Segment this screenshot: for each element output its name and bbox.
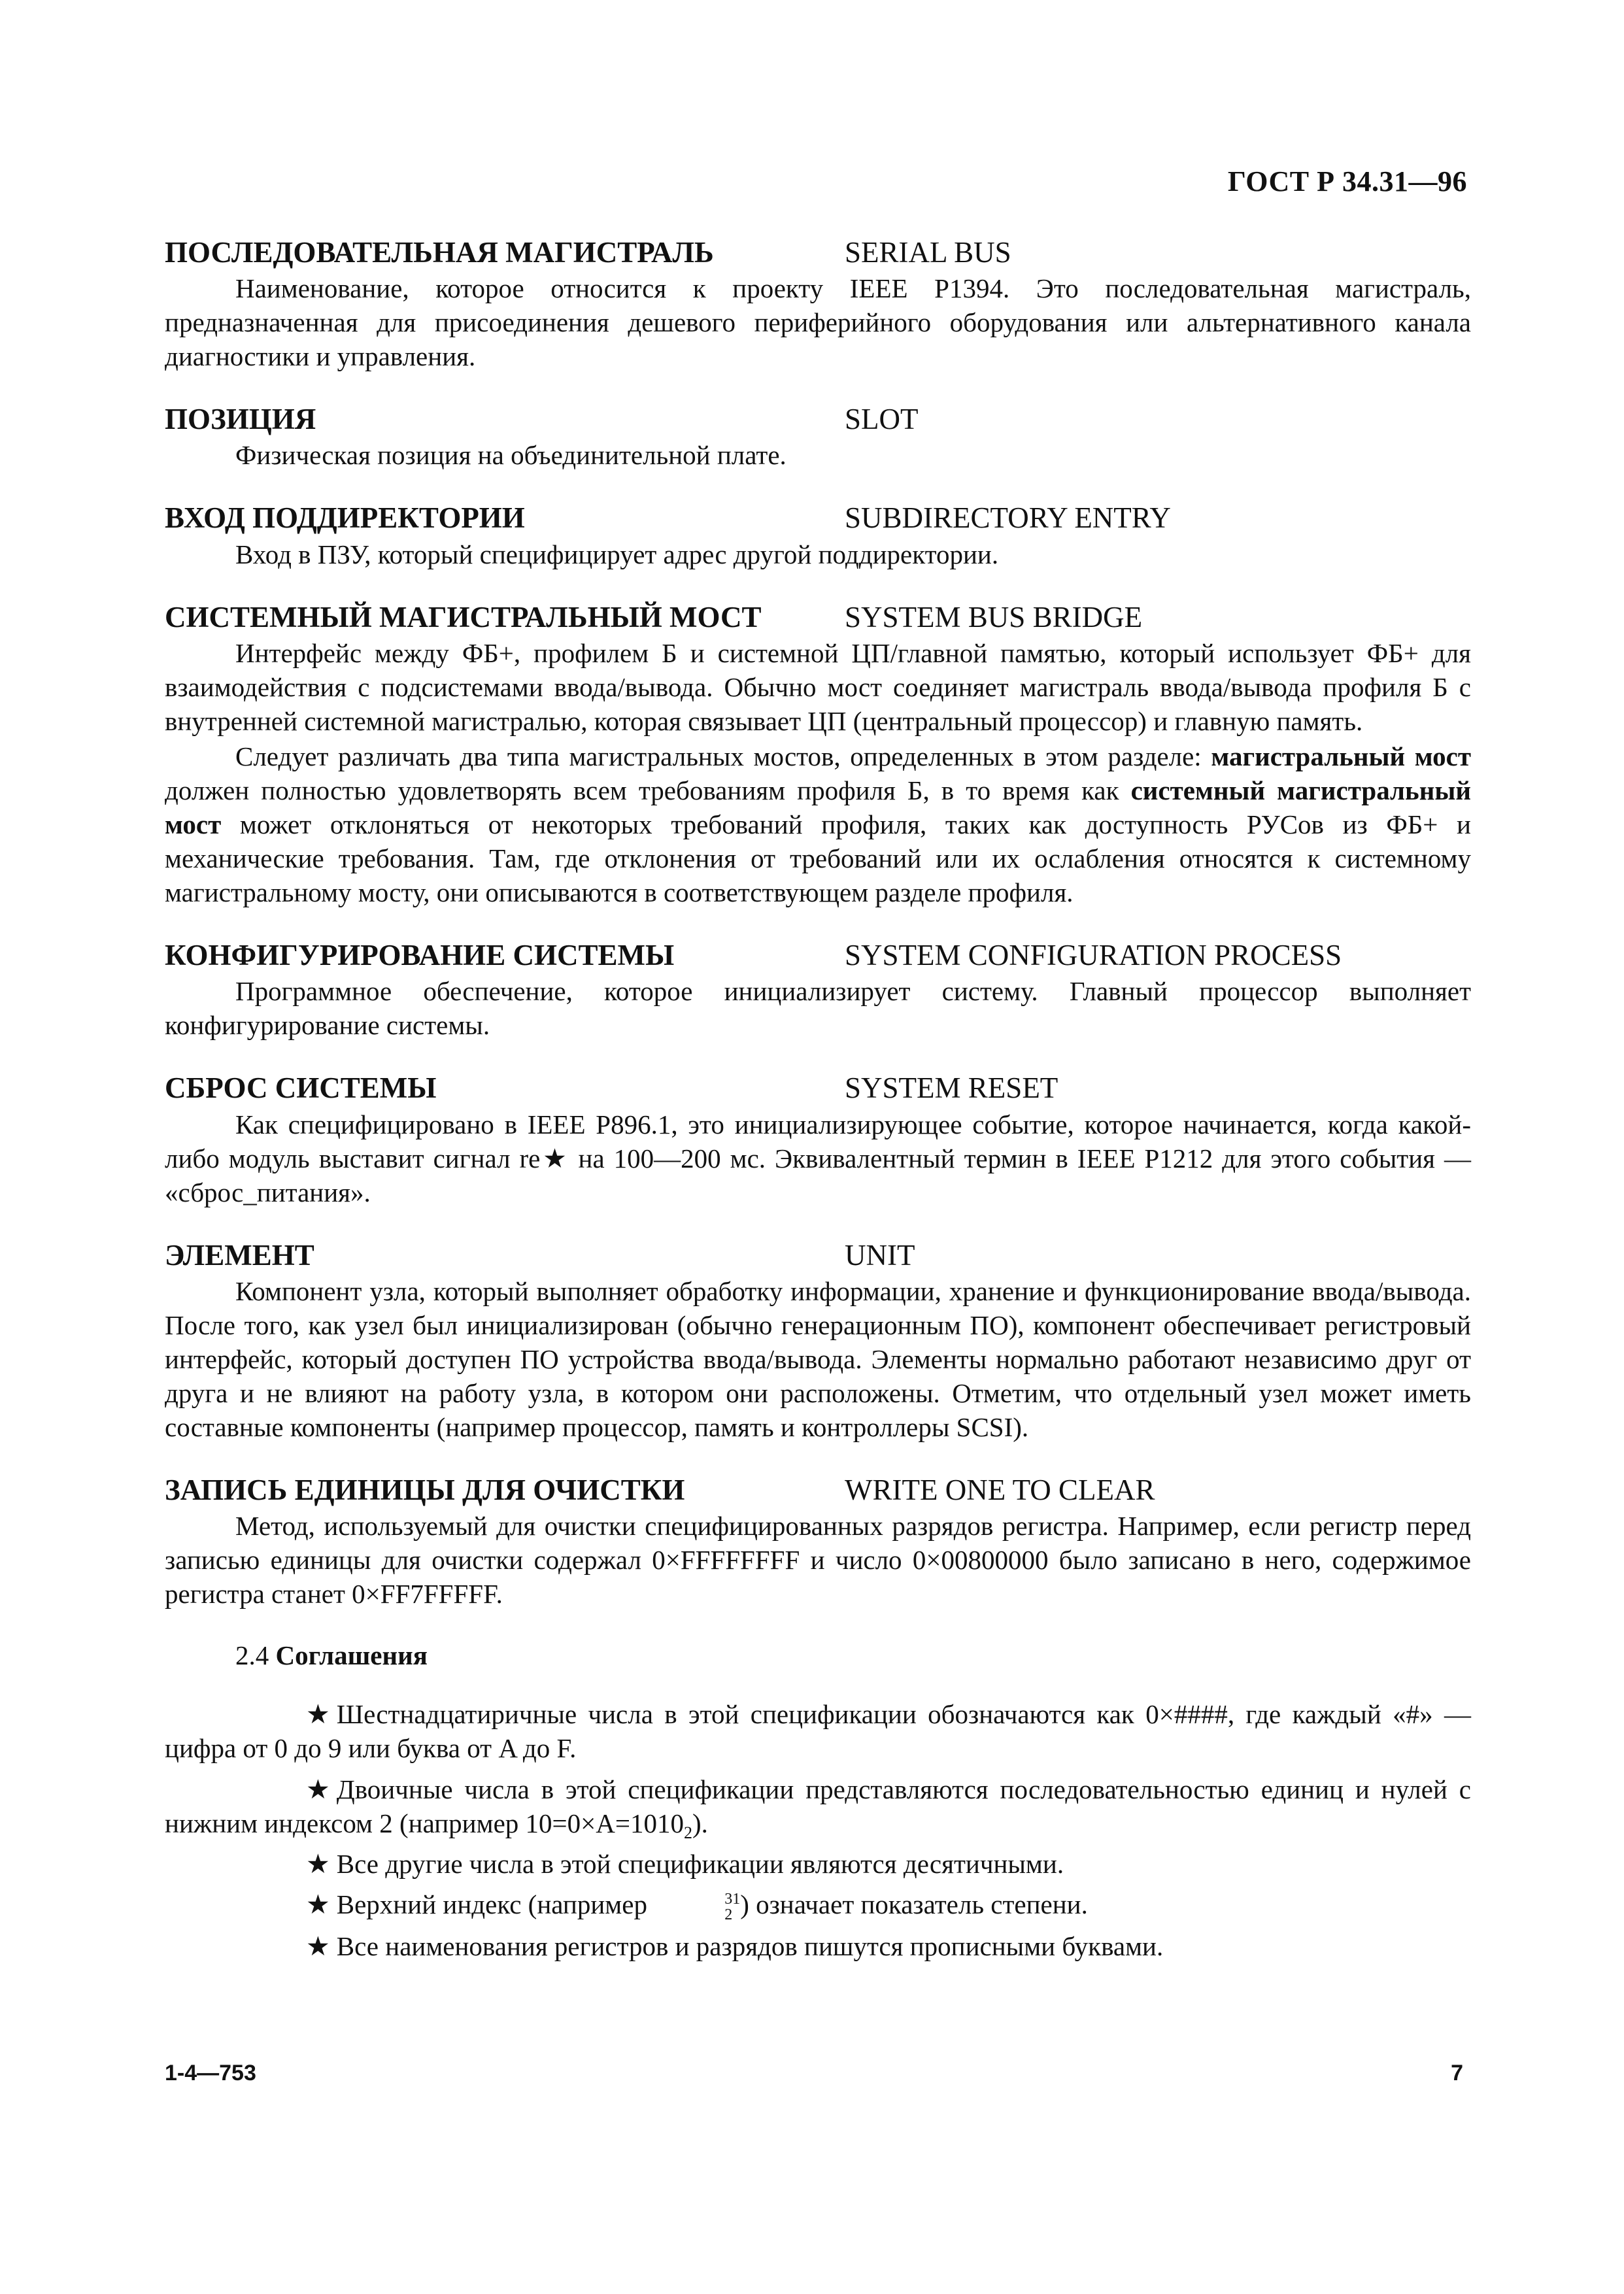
star-icon: ★ xyxy=(306,1848,330,1879)
term-definition: Компонент узла, который выполняет обработку информации, хранение и функционирование ввода/вывода. После того, как узел был инициализирован (обычно генерационным ПО), компонент обеспечивает регистровый интерфейс, который доступен ПО устройства ввода/вывода. Элементы нормально работают независимо друг от друга и не влияют на работу узла, в котором они расположены. Отметим, что отдельный узел может иметь составные компоненты (например процессор, память и контроллеры SCSI). xyxy=(165,1275,1471,1443)
subscript: 2 xyxy=(724,1906,733,1924)
text-fragment: может отклоняться от некоторых требований профиля, таких как доступность РУСов из ФБ+ и механические требования. Там, где отклонения от требований или их ослабления относятся к системному магистральному мосту, они описываются в соответствующем разделе профиля. xyxy=(165,809,1471,908)
print-code: 1-4—753 xyxy=(165,2061,256,2085)
term-english: SYSTEM RESET xyxy=(845,1071,1058,1105)
term-heading xyxy=(165,501,1471,535)
text-fragment: должен полностью удовлетворять всем требованиям профиля Б, в то время как xyxy=(165,775,1131,805)
convention-text: Шестнадцатиричные числа в этой спецификации обозначаются как 0×####, где каждый «#» — цифра от 0 до 9 или буква от A до F. xyxy=(165,1699,1471,1764)
section-title: Соглашения xyxy=(275,1640,428,1671)
convention-item xyxy=(165,1929,1471,1963)
term-english: SYSTEM CONFIGURATION PROCESS xyxy=(845,939,1342,972)
page-content xyxy=(165,235,1471,1963)
term-entry xyxy=(165,402,1471,472)
star-icon: ★ xyxy=(306,1889,330,1919)
term-heading xyxy=(165,938,1471,973)
term-english: WRITE ONE TO CLEAR xyxy=(845,1474,1155,1507)
term-entry xyxy=(165,938,1471,1042)
term-english: SUBDIRECTORY ENTRY xyxy=(845,501,1171,535)
term-russian: СИСТЕМНЫЙ МАГИСТРАЛЬНЫЙ МОСТ xyxy=(165,600,762,633)
term-heading xyxy=(165,1473,1471,1508)
subscript: 2 xyxy=(684,1823,692,1842)
term-heading xyxy=(165,1071,1471,1105)
star-icon: ★ xyxy=(306,1931,330,1962)
convention-item xyxy=(165,1772,1471,1840)
convention-text: Верхний индекс (например xyxy=(336,1889,654,1919)
section-heading xyxy=(235,1640,1471,1671)
term-russian: ЗАПИСЬ ЕДИНИЦЫ ДЛЯ ОЧИСТКИ xyxy=(165,1474,685,1507)
term-definition: Метод, используемый для очистки специфицированных разрядов регистра. Например, если регистр перед записью единицы для очистки содержал 0×FFFFFFFF и число 0×00800000 было записано в него, содержимое регистра станет 0×FF7FFFFF. xyxy=(165,1511,1471,1610)
term-english: UNIT xyxy=(845,1238,915,1272)
term-english: SERIAL BUS xyxy=(845,236,1011,269)
term-definition: Наименование, которое относится к проекту IEEE P1394. Это последовательная магистраль, предназначенная для присоединения дешевого периферийного оборудования или альтернативного канала диагностики и управления. xyxy=(165,273,1471,372)
section-number: 2.4 xyxy=(235,1640,269,1671)
superscript: 31 xyxy=(724,1891,741,1908)
term-russian: ПОЗИЦИЯ xyxy=(165,403,316,436)
convention-text: ). xyxy=(692,1808,708,1838)
emphasis-term: системный магистральный мост xyxy=(165,775,1471,839)
term-entry xyxy=(165,1071,1471,1209)
term-english: SLOT xyxy=(845,403,919,436)
term-entry xyxy=(165,1238,1471,1444)
convention-text: Все другие числа в этой спецификации являются десятичными. xyxy=(336,1848,1064,1879)
term-definition: Интерфейс между ФБ+, профилем Б и системной ЦП/главной памятью, который использует ФБ+ для взаимодействия с подсистемами ввода/вывода. Обычно мост соединяет магистраль ввода/вывода профиля Б с внутренней системной магистралью, которая связывает ЦП (центральный процессор) и главную память. xyxy=(165,637,1471,736)
term-russian: ПОСЛЕДОВАТЕЛЬНАЯ МАГИСТРАЛЬ xyxy=(165,236,714,269)
term-definition: Как специфицировано в IEEE P896.1, это инициализирующее событие, которое начинается, когда какой-либо модуль выставит сигнал re★ на 100—200 мс. Эквивалентный термин в IEEE P1212 для этого события — «сброс_питания». xyxy=(165,1109,1471,1207)
emphasis-term: магистральный мост xyxy=(1211,741,1471,771)
term-entry xyxy=(165,235,1471,373)
term-definition: Физическая позиция на объединительной плате. xyxy=(235,440,787,471)
star-icon: ★ xyxy=(306,1774,330,1804)
term-entry xyxy=(165,600,1471,910)
term-russian: ВХОД ПОДДИРЕКТОРИИ xyxy=(165,501,525,535)
convention-text: Двоичные числа в этой спецификации представляются последовательностью единиц и нулей с нижним индексом 2 (например 10=0×A=1010 xyxy=(165,1774,1471,1838)
text-fragment: Следует различать два типа магистральных мостов, определенных в этом разделе: xyxy=(235,741,1211,771)
term-entry xyxy=(165,1473,1471,1611)
term-russian: КОНФИГУРИРОВАНИЕ СИСТЕМЫ xyxy=(165,939,675,972)
convention-item xyxy=(165,1847,1471,1881)
term-english: SYSTEM BUS BRIDGE xyxy=(845,600,1143,633)
exponent-example xyxy=(654,1891,740,1923)
term-russian: ЭЛЕМЕНТ xyxy=(165,1238,314,1272)
convention-text: Все наименования регистров и разрядов пишутся прописными буквами. xyxy=(336,1931,1164,1962)
term-heading xyxy=(165,600,1471,635)
convention-item xyxy=(165,1697,1471,1765)
term-heading xyxy=(165,402,1471,437)
convention-item xyxy=(165,1887,1471,1923)
term-heading xyxy=(165,235,1471,270)
star-icon: ★ xyxy=(306,1699,330,1730)
term-definition: Вход в ПЗУ, который специфицирует адрес другой поддиректории. xyxy=(235,539,999,569)
term-entry xyxy=(165,501,1471,571)
term-russian: СБРОС СИСТЕМЫ xyxy=(165,1071,437,1105)
document-code: ГОСТ Р 34.31—96 xyxy=(1227,165,1467,197)
page-number: 7 xyxy=(1451,2061,1463,2085)
term-definition-continued xyxy=(165,739,1471,909)
convention-text: ) означает показатель степени. xyxy=(740,1889,1088,1919)
term-heading xyxy=(165,1238,1471,1273)
term-definition: Программное обеспечение, которое инициализирует систему. Главный процессор выполняет конфигурирование системы. xyxy=(165,976,1471,1041)
